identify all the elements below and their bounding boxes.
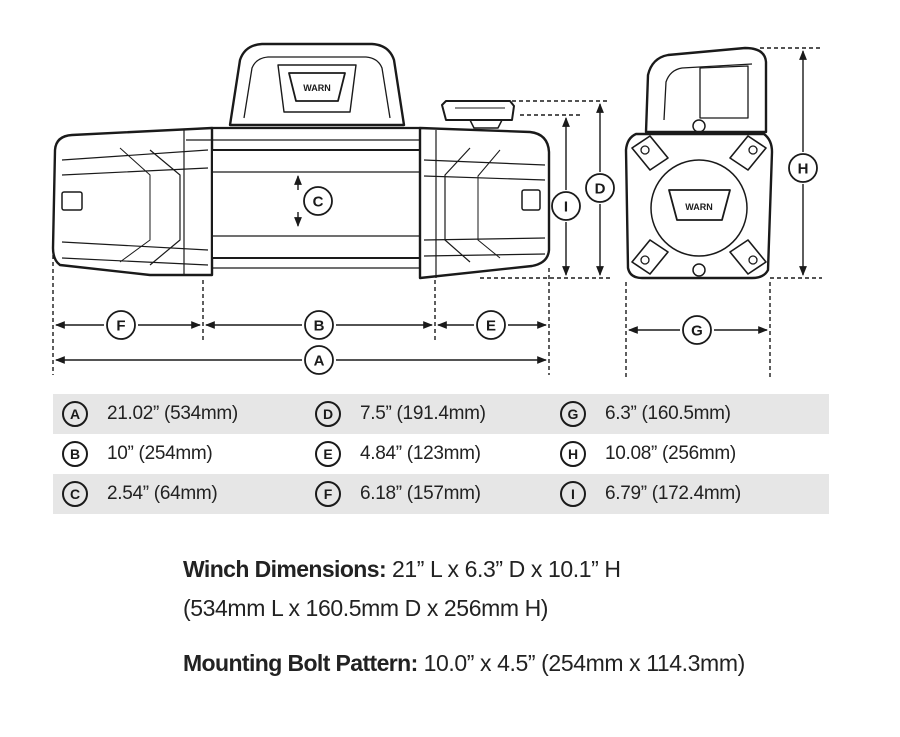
winch-dimensions-value: 21” L x 6.3” D x 10.1” H: [386, 556, 621, 582]
svg-text:I: I: [563, 198, 569, 216]
dim-badge: C: [62, 481, 88, 507]
winch-side-view: [626, 48, 772, 278]
warn-logo-side: [669, 190, 730, 220]
dim-entry-A: [53, 401, 306, 427]
dim-value: 21.02” (534mm): [107, 403, 238, 424]
dim-value: 6.3” (160.5mm): [605, 403, 731, 424]
svg-text:A: A: [313, 352, 325, 370]
dim-badge: D: [315, 401, 341, 427]
warn-logo-side-text: WARN: [685, 202, 713, 212]
winch-dimensions-label: Winch Dimensions:: [183, 556, 386, 582]
winch-front-view: [53, 44, 549, 278]
svg-text:F: F: [116, 317, 126, 335]
dim-label-F: [107, 311, 135, 339]
mounting-bolt-pattern-line: [183, 650, 745, 677]
svg-text:G: G: [691, 322, 703, 340]
dim-value: 4.84” (123mm): [360, 443, 481, 464]
dim-label-B: [305, 311, 333, 339]
svg-text:D: D: [594, 180, 606, 198]
dim-entry-D: [306, 401, 551, 427]
dim-badge: A: [62, 401, 88, 427]
dim-value: 7.5” (191.4mm): [360, 403, 486, 424]
dim-entry-F: [306, 481, 551, 507]
table-row: [53, 394, 829, 434]
winch-dimensions-metric: [183, 595, 548, 622]
dim-entry-C: [53, 481, 306, 507]
table-row: [53, 474, 829, 514]
mounting-bolt-pattern-value: 10.0” x 4.5” (254mm x 114.3mm): [417, 650, 745, 676]
dim-value: 6.79” (172.4mm): [605, 483, 741, 504]
dim-entry-H: [551, 441, 829, 467]
winch-dimensions-line: [183, 556, 621, 583]
dim-badge: B: [62, 441, 88, 467]
dim-entry-G: [551, 401, 829, 427]
dim-value: 6.18” (157mm): [360, 483, 481, 504]
dim-badge: E: [315, 441, 341, 467]
dim-entry-I: [551, 481, 829, 507]
dim-entry-B: [53, 441, 306, 467]
dim-label-C: [304, 187, 332, 215]
clutch-knob: [442, 101, 514, 120]
dim-label-I: [552, 192, 580, 220]
dim-label-G: [683, 316, 711, 344]
dimensions-table: [53, 394, 829, 514]
mounting-bolt-pattern-label: Mounting Bolt Pattern:: [183, 650, 418, 676]
svg-text:E: E: [485, 317, 497, 335]
dim-badge: I: [560, 481, 586, 507]
dim-label-E: [477, 311, 505, 339]
warn-logo-front: [289, 73, 345, 101]
svg-text:C: C: [312, 193, 324, 211]
svg-text:H: H: [797, 160, 809, 178]
dim-label-H: [789, 154, 817, 182]
dim-badge: H: [560, 441, 586, 467]
dim-label-D: [586, 174, 614, 202]
dim-entry-E: [306, 441, 551, 467]
dim-value: 2.54” (64mm): [107, 483, 218, 504]
dim-value: 10.08” (256mm): [605, 443, 736, 464]
svg-text:B: B: [313, 317, 325, 335]
dim-value: 10” (254mm): [107, 443, 213, 464]
warn-logo-text: WARN: [303, 83, 331, 93]
dim-label-A: [305, 346, 333, 374]
winch-dimensions-metric-text: (534mm L x 160.5mm D x 256mm H): [183, 595, 549, 621]
dim-badge: F: [315, 481, 341, 507]
table-row: [53, 434, 829, 474]
dim-badge: G: [560, 401, 586, 427]
